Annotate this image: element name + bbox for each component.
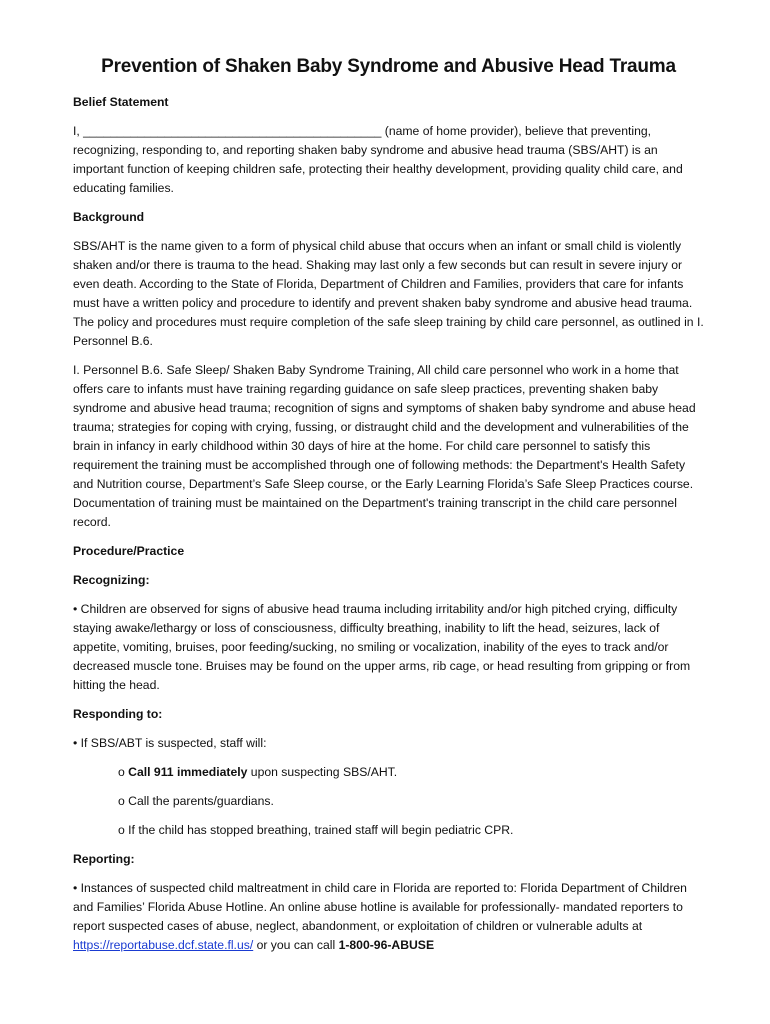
responding-item1-bold: Call 911 immediately bbox=[128, 765, 248, 779]
responding-item-call-911 bbox=[73, 763, 704, 782]
hotline-phone: 1-800-96-ABUSE bbox=[338, 938, 435, 952]
document-title: Prevention of Shaken Baby Syndrome and Abusive Head Trauma bbox=[101, 56, 676, 77]
belief-paragraph: I, ____________________________________________ (name of home provider), believe that preventing, recognizing, responding to, and reporting shaken baby syndrome and abusive head trauma (SBS/AHT) is an important function of keeping children safe, protecting their healthy development, providing quality child care, and educating families. bbox=[73, 124, 683, 195]
reporting-text: • Instances of suspected child maltreatment in child care in Florida are reported to: Florida Department of Children and Families’ Florida Abuse Hotline. An online abuse hotline is available for professionally- mandated reporters to report suspected cases of abuse, neglect, abandonment, or exploitation of children or vulnerable adults at bbox=[73, 881, 687, 933]
procedure-heading: Procedure/Practice bbox=[73, 544, 185, 558]
recognizing-heading: Recognizing: bbox=[73, 573, 150, 587]
background-heading: Background bbox=[73, 210, 145, 224]
responding-item1-rest: upon suspecting SBS/AHT. bbox=[247, 765, 398, 779]
responding-heading: Responding to: bbox=[73, 707, 163, 721]
responding-intro: • If SBS/ABT is suspected, staff will: bbox=[73, 736, 267, 750]
background-paragraph-1: SBS/AHT is the name given to a form of physical child abuse that occurs when an infant or small child is violently shaken and/or there is trauma to the head. Shaking may last only a few seconds but can result in severe injury or even death. According to the State of Florida, Department of Children and Families, providers that care for infants must have a written policy and procedure to identify and prevent shaken baby syndrome and abusive head trauma. The policy and procedures must require completion of the safe sleep training by child care personnel, as outlined in I. Personnel B.6. bbox=[73, 239, 704, 348]
recognizing-paragraph: • Children are observed for signs of abusive head trauma including irritability and/or high pitched crying, difficulty staying awake/lethargy or loss of consciousness, difficulty breathing, inability to lift the head, seizures, lack of appetite, vomiting, bruises, poor feeding/sucking, no smiling or vocalization, inability of the eyes to track and/or decreased muscle tone. Bruises may be found on the upper arms, rib cage, or head resulting from gripping or from hitting the head. bbox=[73, 602, 691, 692]
report-abuse-link[interactable]: https://reportabuse.dcf.state.fl.us/ bbox=[73, 938, 254, 952]
responding-item-call-parents: o Call the parents/guardians. bbox=[118, 794, 274, 808]
responding-item1-prefix: o bbox=[118, 765, 129, 779]
responding-item-cpr: o If the child has stopped breathing, trained staff will begin pediatric CPR. bbox=[118, 823, 514, 837]
reporting-paragraph bbox=[73, 879, 704, 955]
reporting-mid-text: or you can call bbox=[253, 938, 339, 952]
reporting-heading: Reporting: bbox=[73, 852, 135, 866]
belief-heading: Belief Statement bbox=[73, 95, 169, 109]
background-paragraph-2: I. Personnel B.6. Safe Sleep/ Shaken Baby Syndrome Training, All child care personnel who work in a home that offers care to infants must have training regarding guidance on safe sleep practices, preventing shaken baby syndrome and abusive head trauma; recognition of signs and symptoms of shaken baby syndrome and abuse head trauma; strategies for coping with crying, fussing, or distraught child and the development and vulnerabilities of the brain in infancy in early childhood within 30 days of hire at the home. For child care personnel to satisfy this requirement the training must be accomplished through one of following methods: the Department's Health Safety and Nutrition course, Department’s Safe Sleep course, or the Early Learning Florida’s Safe Sleep Practices course. Documentation of training must be maintained on the Department's training transcript in the child care personnel record. bbox=[73, 363, 696, 529]
